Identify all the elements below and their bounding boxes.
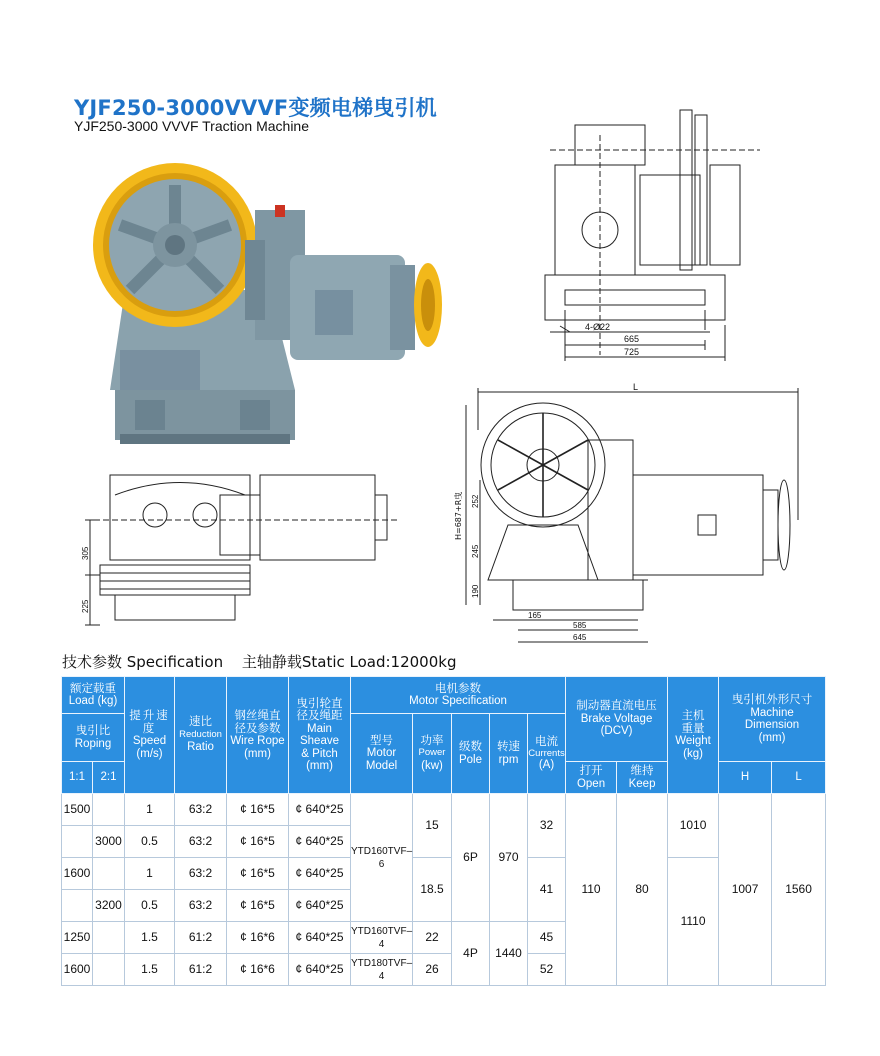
cell-ratio: 63:2 xyxy=(175,858,227,890)
cell-sheave: ¢ 640*25 xyxy=(289,858,351,890)
cell-current: 45 xyxy=(528,922,566,954)
plan-view-drawing xyxy=(75,465,405,635)
th-brake: 制动器直流电压 Brake Voltage (DCV) xyxy=(566,677,668,762)
cell-model: YTD160TVF–4 xyxy=(351,922,413,954)
page-title: YJF250-3000VVVF变频电梯曳引机 xyxy=(74,96,437,120)
cell-pole: 6P xyxy=(452,794,490,922)
th-speed: 提升速度 Speed (m/s) xyxy=(125,677,175,794)
cell-model: YTD160TVF–6 xyxy=(351,794,413,922)
cell-load-11: 1600 xyxy=(62,954,93,986)
th-current: 电流 Currents (A) xyxy=(528,714,566,794)
cell-load-21: 3000 xyxy=(93,826,125,858)
cell-load-21 xyxy=(93,794,125,826)
cell-rope: ¢ 16*5 xyxy=(227,826,289,858)
th-dimension: 曳引机外形尺寸 Machine Dimension (mm) xyxy=(719,677,826,762)
cell-rope: ¢ 16*5 xyxy=(227,858,289,890)
th-sheave: 曳引轮直径及绳距 Main Sheave & Pitch (mm) xyxy=(289,677,351,794)
cell-load-21: 3200 xyxy=(93,890,125,922)
cell-model: YTD180TVF–4 xyxy=(351,954,413,986)
end-view-drawing xyxy=(530,95,770,370)
cell-ratio: 63:2 xyxy=(175,794,227,826)
cell-speed: 1.5 xyxy=(125,922,175,954)
th-ratio-21: 2:1 xyxy=(93,762,125,794)
cell-power: 26 xyxy=(413,954,452,986)
dim-holes: 4-Ø22 xyxy=(585,322,611,332)
cell-sheave: ¢ 640*25 xyxy=(289,890,351,922)
cell-speed: 0.5 xyxy=(125,826,175,858)
cell-load-11 xyxy=(62,890,93,922)
th-dim-l: L xyxy=(772,762,826,794)
cell-weight: 1010 xyxy=(668,794,719,858)
dim-length: L xyxy=(633,382,639,392)
cell-ratio: 63:2 xyxy=(175,826,227,858)
cell-sheave: ¢ 640*25 xyxy=(289,794,351,826)
th-model: 型号 Motor Model xyxy=(351,714,413,794)
th-motor: 电机参数 Motor Specification xyxy=(351,677,566,714)
machine-photo xyxy=(90,150,450,450)
th-load: 额定载重 Load (kg) xyxy=(62,677,125,714)
cell-load-21 xyxy=(93,922,125,954)
spec-line xyxy=(62,651,470,672)
th-roping: 曳引比 Roping xyxy=(62,714,125,762)
spec-table xyxy=(61,676,826,986)
th-pole: 级数 Pole xyxy=(452,714,490,794)
cell-speed: 1 xyxy=(125,858,175,890)
cell-dim-h: 1007 xyxy=(719,794,772,986)
cell-load-11 xyxy=(62,826,93,858)
cell-rpm: 970 xyxy=(490,794,528,922)
dim-665: 665 xyxy=(624,334,640,344)
dim-645: 645 xyxy=(573,633,587,642)
th-reduction: 速比 Reduction Ratio xyxy=(175,677,227,794)
dim-165: 165 xyxy=(528,611,542,620)
th-ratio-11: 1:1 xyxy=(62,762,93,794)
cell-load-11: 1500 xyxy=(62,794,93,826)
th-dim-h: H xyxy=(719,762,772,794)
cell-dim-l: 1560 xyxy=(772,794,826,986)
cell-rope: ¢ 16*6 xyxy=(227,954,289,986)
cell-load-11: 1600 xyxy=(62,858,93,890)
dim-245: 245 xyxy=(471,544,480,558)
th-weight: 主机重量 Weight (kg) xyxy=(668,677,719,794)
cell-pole: 4P xyxy=(452,922,490,986)
dim-190: 190 xyxy=(471,584,480,598)
dim-225: 225 xyxy=(81,599,90,613)
dim-585: 585 xyxy=(573,621,587,630)
dim-305: 305 xyxy=(81,546,90,560)
th-rpm: 转速 rpm xyxy=(490,714,528,794)
cell-rpm: 1440 xyxy=(490,922,528,986)
cell-speed: 1 xyxy=(125,794,175,826)
cell-rope: ¢ 16*5 xyxy=(227,794,289,826)
cell-sheave: ¢ 640*25 xyxy=(289,826,351,858)
cell-speed: 0.5 xyxy=(125,890,175,922)
cell-power: 15 xyxy=(413,794,452,858)
cell-speed: 1.5 xyxy=(125,954,175,986)
dim-height: H=687+R曳 xyxy=(454,491,463,540)
cell-rope: ¢ 16*5 xyxy=(227,890,289,922)
cell-current: 52 xyxy=(528,954,566,986)
cell-power: 18.5 xyxy=(413,858,452,922)
th-open: 打开 Open xyxy=(566,762,617,794)
cell-power: 22 xyxy=(413,922,452,954)
cell-load-11: 1250 xyxy=(62,922,93,954)
table-row xyxy=(62,794,826,826)
cell-load-21 xyxy=(93,954,125,986)
th-keep: 维持 Keep xyxy=(617,762,668,794)
cell-open: 110 xyxy=(566,794,617,986)
cell-sheave: ¢ 640*25 xyxy=(289,954,351,986)
page-subtitle: YJF250-3000 VVVF Traction Machine xyxy=(74,118,310,134)
cell-current: 32 xyxy=(528,794,566,858)
cell-sheave: ¢ 640*25 xyxy=(289,922,351,954)
cell-ratio: 61:2 xyxy=(175,954,227,986)
static-load: 主轴静载Static Load:12000kg xyxy=(241,653,457,671)
th-power: 功率 Power (kw) xyxy=(413,714,452,794)
spec-label: 技术参数 Specification xyxy=(62,653,224,671)
cell-ratio: 61:2 xyxy=(175,922,227,954)
table-row xyxy=(62,858,826,890)
dim-725: 725 xyxy=(624,347,640,357)
cell-current: 41 xyxy=(528,858,566,922)
cell-keep: 80 xyxy=(617,794,668,986)
cell-load-21 xyxy=(93,858,125,890)
cell-weight: 1110 xyxy=(668,858,719,986)
cell-ratio: 63:2 xyxy=(175,890,227,922)
side-view-drawing xyxy=(448,380,820,655)
dim-252: 252 xyxy=(471,494,480,508)
th-rope: 钢丝绳直径及参数 Wire Rope (mm) xyxy=(227,677,289,794)
cell-rope: ¢ 16*6 xyxy=(227,922,289,954)
